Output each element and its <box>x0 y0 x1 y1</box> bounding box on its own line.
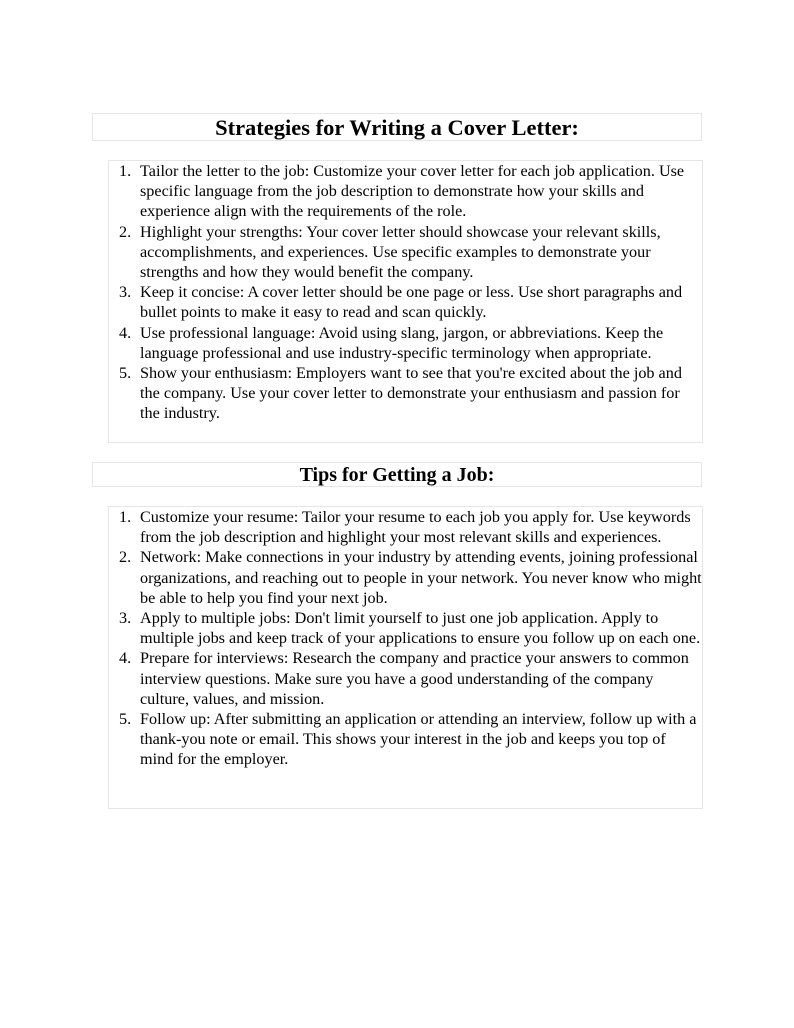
list-item-number: 4. <box>119 649 132 668</box>
list-item <box>109 547 702 608</box>
list-item-text: Highlight your strengths: Your cover letter should showcase your relevant skills, accomplishments, and experiences. Use specific examples to demonstrate your strengths and how they would benefit the company. <box>140 222 661 282</box>
list-item-number: 5. <box>119 364 132 383</box>
list-item-number: 2. <box>119 548 132 567</box>
list-item <box>109 648 702 709</box>
list-item <box>109 709 702 770</box>
list-item <box>109 161 702 222</box>
list-item-text: Customize your resume: Tailor your resume to each job you apply for. Use keywords from the job description and highlight your most relevant skills and experiences. <box>140 508 691 547</box>
section-title-cover-letter: Strategies for Writing a Cover Letter: <box>92 113 702 141</box>
list-item-number: 3. <box>119 283 132 302</box>
list-item-text: Apply to multiple jobs: Don't limit yourself to just one job application. Apply to multiple jobs and keep track of your applications to ensure you follow up on each one. <box>140 609 701 648</box>
list-item-text: Prepare for interviews: Research the company and practice your answers to common interview questions. Make sure you have a good understanding of the company culture, values, and mission. <box>140 649 689 708</box>
list-item-text: Show your enthusiasm: Employers want to see that you're excited about the job and the company. Use your cover letter to demonstrate your enthusiasm and passion for the industry. <box>140 364 682 423</box>
list-item-text: Network: Make connections in your industry by attending events, joining professional organizations, and reaching out to people in your network. You never know who might be able to help you find your next job. <box>140 548 702 607</box>
list-item-text: Tailor the letter to the job: Customize your cover letter for each job application. Use specific language from the job description to demonstrate how your skills and experience align with the requirements of the role. <box>140 162 685 221</box>
list-item <box>109 363 702 424</box>
list-item <box>109 222 702 283</box>
list-item-text: Follow up: After submitting an application or attending an interview, follow up with a thank-you note or email. This shows your interest in the job and keeps you top of mind for the employer. <box>140 710 697 769</box>
list-item-number: 1. <box>119 508 132 526</box>
job-tips-list <box>108 506 703 809</box>
section-title-job-tips: Tips for Getting a Job: <box>92 462 702 487</box>
list-item <box>109 507 702 547</box>
list-item-number: 5. <box>119 710 132 729</box>
list-item-number: 2. <box>119 222 132 241</box>
list-item <box>109 282 702 322</box>
list-item <box>109 323 702 363</box>
list-item-text: Use professional language: Avoid using slang, jargon, or abbreviations. Keep the language professional and use industry-specific terminology when appropriate. <box>140 323 664 362</box>
list-item-number: 4. <box>119 323 132 342</box>
list-item <box>109 608 702 648</box>
list-item-text: Keep it concise: A cover letter should be one page or less. Use short paragraphs and bullet points to make it easy to read and scan quickly. <box>140 283 683 322</box>
list-item-number: 1. <box>119 162 132 180</box>
cover-letter-strategies-list <box>108 160 703 443</box>
list-item-number: 3. <box>119 609 132 628</box>
